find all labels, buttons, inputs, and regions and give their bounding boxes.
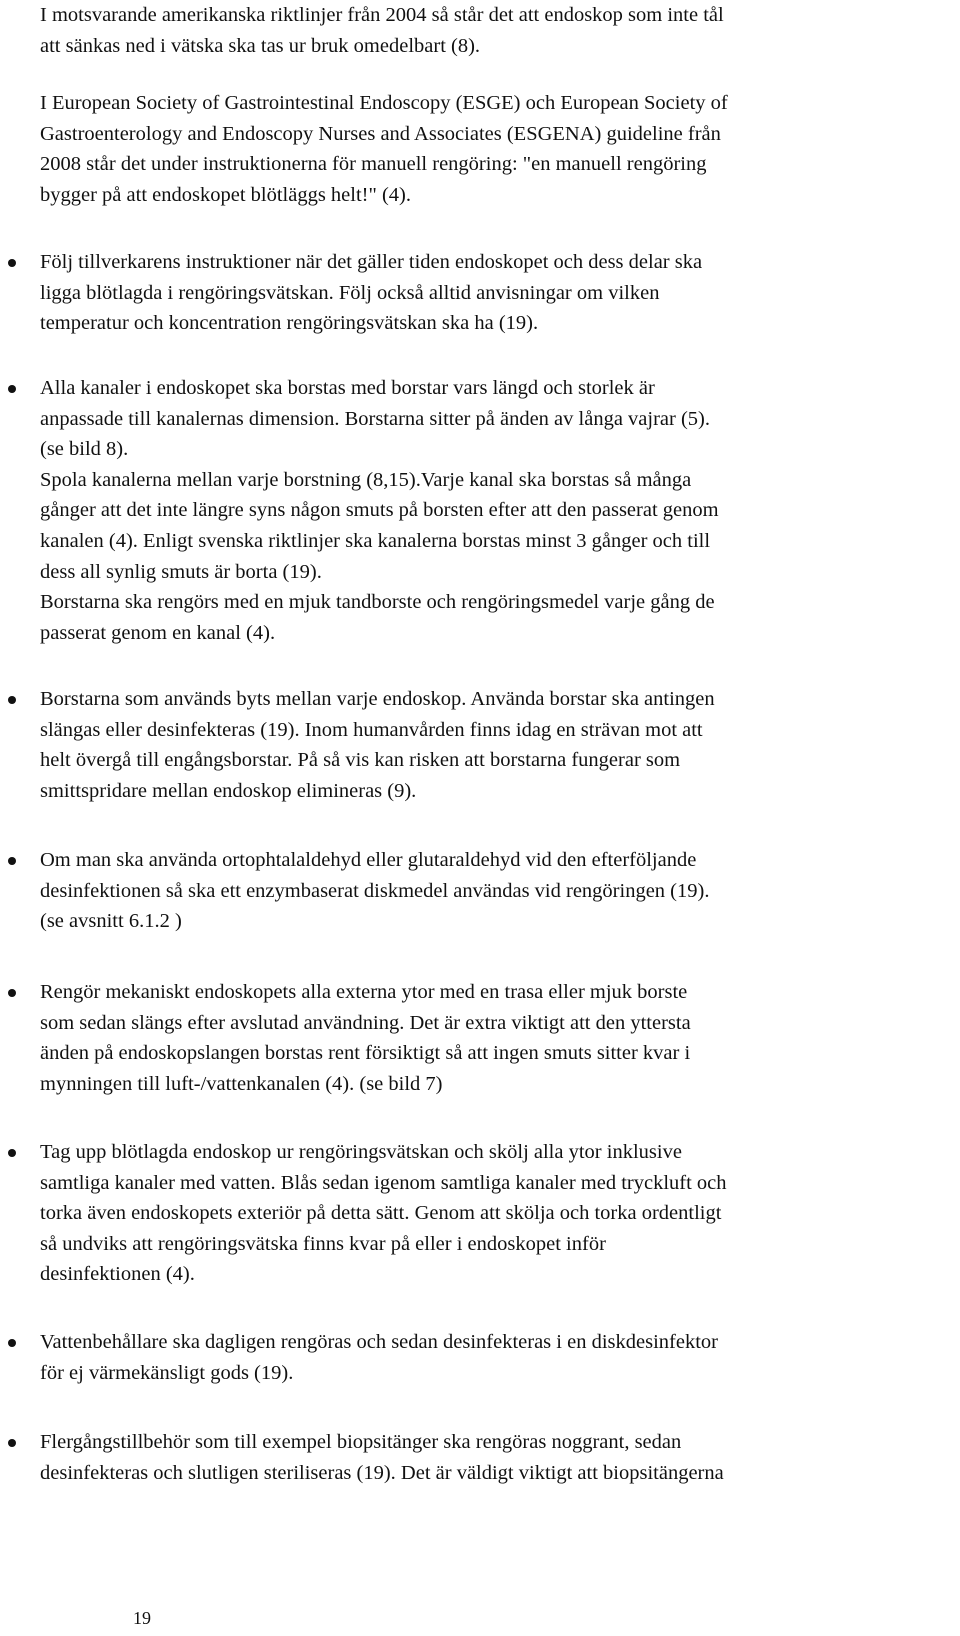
text-line: temperatur och koncentration rengöringsvätskan ska ha (19). xyxy=(40,312,539,335)
text-line: att sänkas ned i vätska ska tas ur bruk omedelbart (8). xyxy=(40,34,481,57)
text-line: Borstarna ska rengörs med en mjuk tandborste och rengöringsmedel varje gång de xyxy=(40,591,715,614)
bullet-item-brush-replacement xyxy=(40,684,945,806)
text-line: desinfektionen så ska ett enzymbaserat diskmedel användas vid rengöringen (19). xyxy=(40,879,710,902)
text-line: passerat genom en kanal (4). xyxy=(40,621,276,644)
paragraph-esge-guidelines xyxy=(40,88,945,210)
text-line: Följ tillverkarens instruktioner när det gäller tiden endoskopet och dess delar ska xyxy=(40,251,703,273)
text-line: för ej värmekänsligt gods (19). xyxy=(40,1361,294,1384)
text-line: I European Society of Gastrointestinal Endoscopy (ESGE) och European Society of xyxy=(40,92,728,114)
bullet-icon xyxy=(8,1339,16,1347)
text-line: dess all synlig smuts är borta (19). xyxy=(40,560,322,583)
text-line: Rengör mekaniskt endoskopets alla externa ytor med en trasa eller mjuk borste xyxy=(40,981,688,1003)
text-line: änden på endoskopslangen borstas rent försiktigt så att ingen smuts sitter kvar i xyxy=(40,1042,691,1065)
bullet-item-reusable-accessories xyxy=(40,1427,945,1488)
text-line: Tag upp blötlagda endoskop ur rengöringsvätskan och skölj alla ytor inklusive xyxy=(40,1141,682,1163)
text-line: Gastroenterology and Endoscopy Nurses and Associates (ESGENA) guideline från xyxy=(40,122,721,145)
text-line: 2008 står det under instruktionerna för manuell rengöring: "en manuell rengöring xyxy=(40,153,707,176)
text-line: som sedan slängs efter avslutad användning. Det är extra viktigt att den yttersta xyxy=(40,1011,691,1034)
bullet-icon xyxy=(8,1149,16,1157)
bullet-item-soaking xyxy=(40,247,945,339)
text-line: smittspridare mellan endoskop elimineras (9). xyxy=(40,779,417,802)
bullet-icon xyxy=(8,259,16,267)
text-line: Vattenbehållare ska dagligen rengöras och sedan desinfekteras i en diskdesinfektor xyxy=(40,1331,718,1353)
bullet-icon xyxy=(8,989,16,997)
text-line: anpassade till kanalernas dimension. Borstarna sitter på änden av långa vajrar (5). xyxy=(40,407,710,430)
text-line: helt övergå till engångsborstar. På så vis kan risken att borstarna fungerar som xyxy=(40,749,681,772)
text-line: bygger på att endoskopet blötläggs helt!" (4). xyxy=(40,183,412,206)
text-line: ligga blötlagda i rengöringsvätskan. Följ också alltid anvisningar om vilken xyxy=(40,281,660,304)
text-line: desinfekteras och slutligen steriliseras (19). Det är väldigt viktigt att biopsitängerna xyxy=(40,1461,724,1484)
text-line: desinfektionen (4). xyxy=(40,1263,195,1286)
text-line: mynningen till luft-/vattenkanalen (4). (se bild 7) xyxy=(40,1072,443,1095)
text-line: (se bild 8). xyxy=(40,438,129,461)
text-line: slängas eller desinfekteras (19). Inom humanvården finns idag en strävan mot att xyxy=(40,718,703,741)
text-line: Om man ska använda ortophtalaldehyd eller glutaraldehyd vid den efterföljande xyxy=(40,849,697,871)
page-number: 19 xyxy=(133,1608,151,1628)
bullet-item-water-container xyxy=(40,1327,945,1388)
bullet-item-external-cleaning xyxy=(40,977,945,1099)
bullet-icon xyxy=(8,1439,16,1447)
text-line: Flergångstillbehör som till exempel biopsitänger ska rengöras noggrant, sedan xyxy=(40,1431,682,1453)
text-line: Borstarna som används byts mellan varje endoskop. Använda borstar ska antingen xyxy=(40,688,715,710)
bullet-item-rinse-dry xyxy=(40,1137,945,1290)
text-line: gånger att det inte längre syns någon smuts på borsten efter att den passerat genom xyxy=(40,499,719,522)
text-line: Alla kanaler i endoskopet ska borstas med borstar vars längd och storlek är xyxy=(40,377,655,399)
text-line: Spola kanalerna mellan varje borstning (8,15).Varje kanal ska borstas så många xyxy=(40,468,692,491)
text-line: så undviks att rengöringsvätska finns kvar på eller i endoskopet inför xyxy=(40,1232,606,1255)
bullet-icon xyxy=(8,385,16,393)
text-line: samtliga kanaler med vatten. Blås sedan igenom samtliga kanaler med tryckluft och xyxy=(40,1171,727,1194)
bullet-item-channel-brushing xyxy=(40,373,945,648)
bullet-icon xyxy=(8,696,16,704)
bullet-icon xyxy=(8,857,16,865)
text-line: (se avsnitt 6.1.2 ) xyxy=(40,910,182,933)
paragraph-us-guidelines xyxy=(40,0,945,61)
text-line: torka även endoskopets exteriör på detta sätt. Genom att skölja och torka ordentligt xyxy=(40,1202,722,1225)
bullet-item-enzymatic-detergent xyxy=(40,845,945,937)
text-line: kanalen (4). Enligt svenska riktlinjer ska kanalerna borstas minst 3 gånger och till xyxy=(40,529,711,552)
text-line: I motsvarande amerikanska riktlinjer från 2004 så står det att endoskop som inte tål xyxy=(40,4,724,26)
